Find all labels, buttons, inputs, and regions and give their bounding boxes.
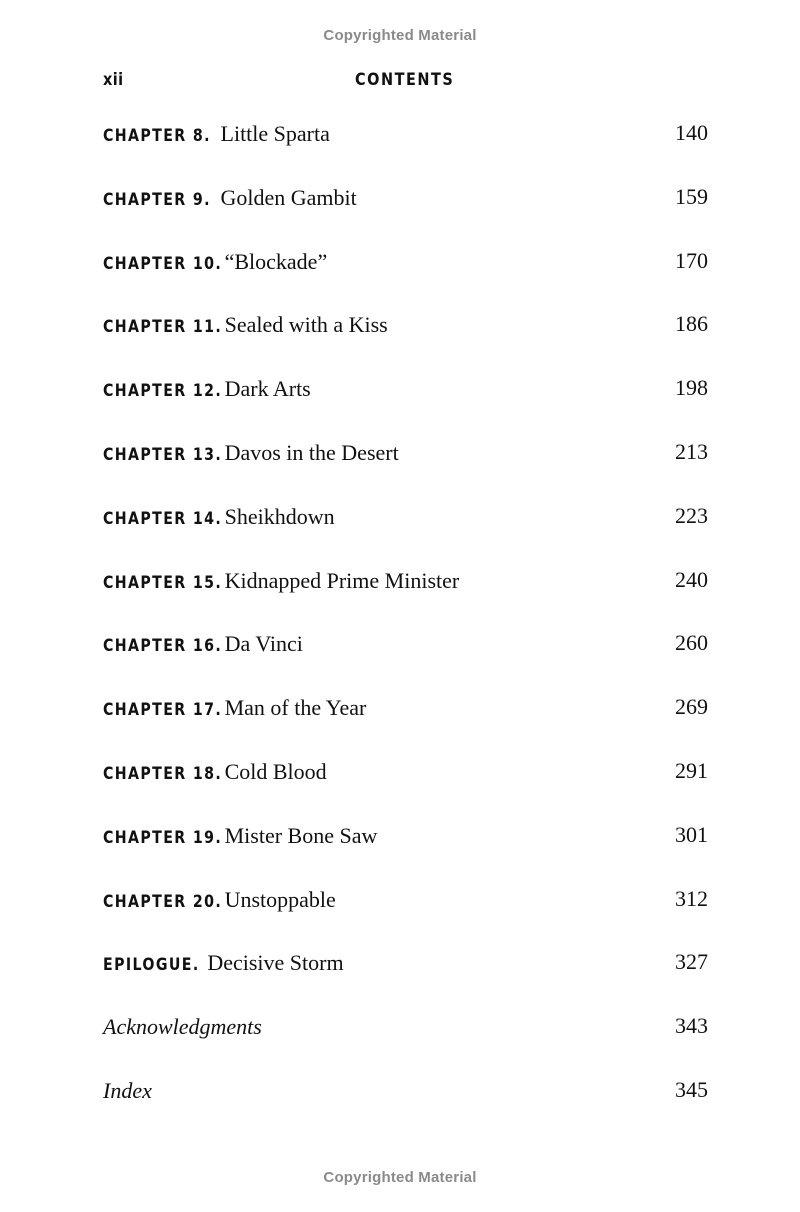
entry-page-number: 240 [675, 566, 708, 592]
entry-page-number: 312 [675, 885, 708, 911]
running-title: CONTENTS [355, 70, 455, 90]
entry-page-number: 140 [675, 120, 708, 145]
entry-page-number: 291 [675, 757, 708, 783]
toc-entry [103, 309, 708, 373]
toc-entry [103, 628, 708, 692]
toc-entry [103, 692, 708, 756]
entry-page-number: 159 [675, 183, 708, 209]
entry-title: Man of the Year [224, 695, 367, 721]
entry-label: CHAPTER 14. [103, 508, 223, 528]
entry-title: Cold Blood [224, 758, 327, 784]
entry-label: CHAPTER 11. [103, 317, 223, 337]
entry-label: CHAPTER 10. [103, 253, 223, 273]
page-number: xii [103, 70, 124, 90]
toc-entry [103, 501, 708, 565]
entry-title: Kidnapped Prime Minister [224, 567, 460, 593]
entry-page-number: 343 [675, 1013, 708, 1039]
entry-label: CHAPTER 13. [103, 444, 223, 464]
entry-label: CHAPTER 17. [103, 700, 223, 720]
copyright-watermark-top: Copyrighted Material [323, 27, 477, 44]
entry-title: Decisive Storm [207, 950, 344, 976]
entry-page-number: 301 [675, 821, 708, 847]
entry-label: CHAPTER 12. [103, 381, 223, 401]
entry-page-number: 269 [675, 694, 708, 720]
toc-entry [103, 1011, 708, 1075]
entry-page-number: 170 [675, 247, 708, 273]
entry-page-number: 223 [675, 502, 708, 528]
entry-label: CHAPTER 18. [103, 763, 223, 783]
entry-title: “Blockade” [224, 248, 328, 274]
entry-page-number: 186 [675, 311, 708, 337]
entry-title: Golden Gambit [220, 184, 357, 210]
entry-label: EPILOGUE. [103, 955, 200, 975]
copyright-watermark-bottom: Copyrighted Material [323, 1169, 477, 1186]
entry-title: Sheikhdown [224, 503, 335, 529]
entry-title: Mister Bone Saw [224, 822, 378, 848]
toc-entry [103, 437, 708, 501]
entry-page-number: 345 [675, 1076, 708, 1102]
entry-page-number: 260 [675, 630, 708, 656]
running-head [0, 70, 800, 94]
toc-entry [103, 1075, 708, 1139]
toc-entry [103, 947, 708, 1011]
entry-title: Da Vinci [224, 631, 303, 657]
toc-entry [103, 756, 708, 820]
entry-page-number: 198 [675, 375, 708, 401]
entry-title: Dark Arts [224, 376, 311, 402]
entry-label: CHAPTER 19. [103, 827, 223, 847]
entry-label: CHAPTER 15. [103, 572, 223, 592]
entry-page-number: 327 [675, 949, 708, 975]
toc-entry [103, 246, 708, 310]
entry-title: Acknowledgments [103, 1014, 262, 1040]
toc-entry [103, 373, 708, 437]
entry-title: Index [103, 1077, 152, 1103]
table-of-contents [103, 118, 708, 1139]
toc-entry [103, 820, 708, 884]
entry-label: CHAPTER 9. [103, 189, 211, 209]
entry-label: CHAPTER 16. [103, 636, 223, 656]
toc-entry [103, 565, 708, 629]
entry-title: Sealed with a Kiss [224, 312, 388, 338]
toc-entry [103, 884, 708, 948]
toc-entry [103, 182, 708, 246]
entry-title: Unstoppable [224, 886, 336, 912]
entry-label: CHAPTER 8. [103, 126, 211, 145]
toc-entry [103, 118, 708, 182]
entry-title: Davos in the Desert [224, 439, 399, 465]
entry-page-number: 213 [675, 438, 708, 464]
entry-title: Little Sparta [220, 121, 330, 146]
entry-label: CHAPTER 20. [103, 891, 223, 911]
